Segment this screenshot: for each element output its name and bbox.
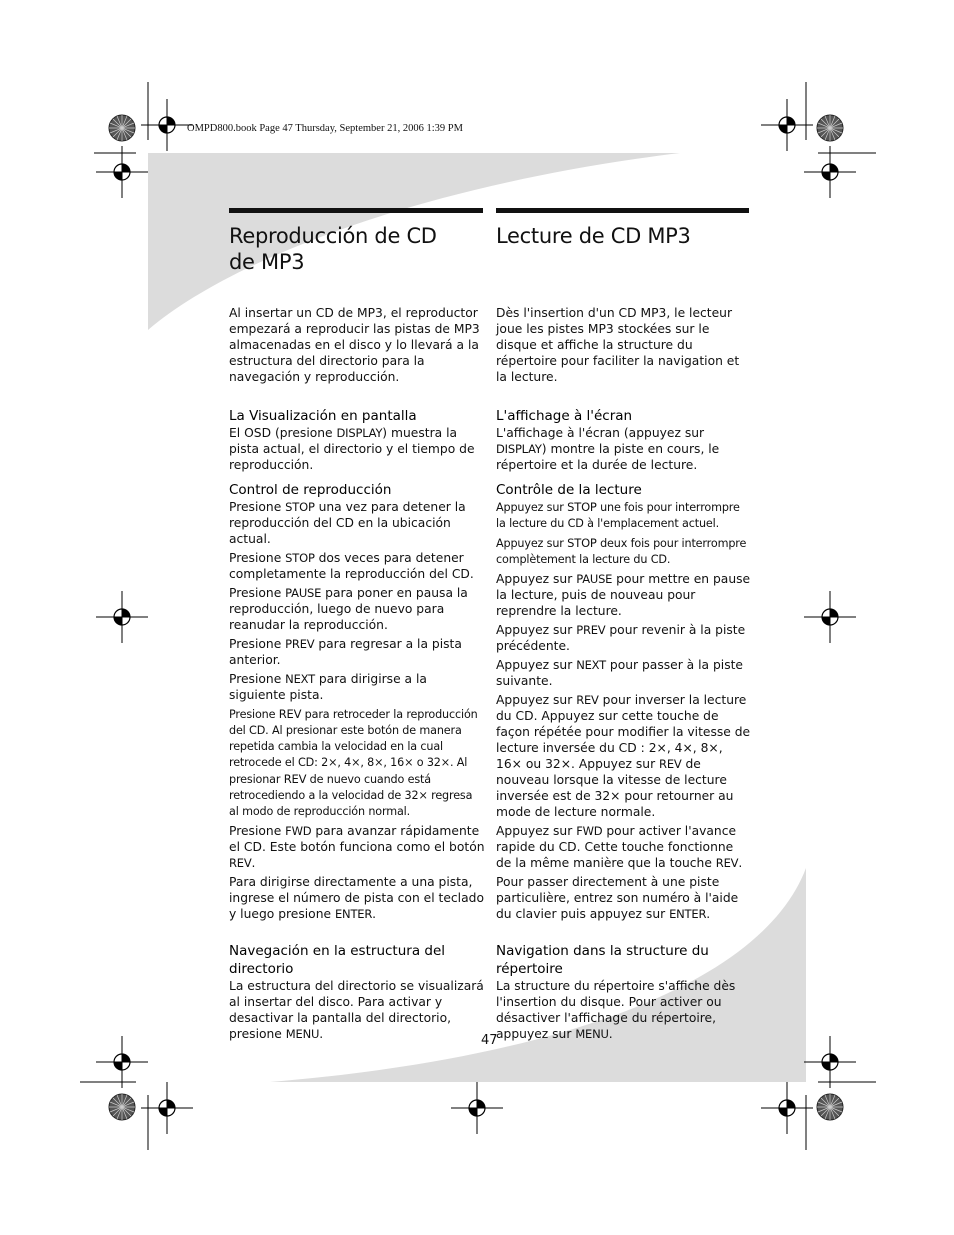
section-display (496, 407, 752, 473)
paragraph: Appuyez sur PAUSE pour mettre en pause la lecture, puis de nouveau pour reprendre la lecture. (496, 572, 751, 618)
paragraph: Appuyez sur STOP deux fois pour interrompre complètement la lecture du CD. (496, 536, 747, 566)
paragraph: Appuyez sur STOP une fois pour interrompre la lecture du CD à l'emplacement actuel. (496, 500, 740, 530)
section-heading: Navigation dans la structure du répertoire (496, 943, 709, 977)
paragraph: Appuyez sur PREV pour revenir à la piste précédente. (496, 623, 746, 653)
paragraph: Presione PREV para regresar a la pista anterior. (229, 637, 462, 667)
section-display (229, 407, 485, 473)
section-playback (496, 481, 752, 922)
paragraph: Appuyez sur REV pour inverser la lecture du CD. Appuyez sur cette touche de façon répétée pour modifier la vitesse de lecture inversée du CD : 2×, 4×, 8×, 16× ou 32×. Appuyez sur REV de nouveau lorsque la vitesse de lecture inversée est de 32× pour retourner au mode de lecture normale. (496, 693, 751, 819)
paragraph: Presione FWD para avanzar rápidamente el CD. Este botón funciona como el botón REV. (229, 824, 485, 870)
paragraph: Presione STOP una vez para detener la reproducción del CD en la ubicación actual. (229, 500, 466, 546)
page-title-fr: Lecture de CD MP3 (496, 224, 691, 248)
paragraph: La structure du répertoire s'affiche dès l'insertion du disque. Pour activer ou désactiver l'affichage du répertoire, appuyez sur MENU. (496, 979, 736, 1041)
page-title-es: Reproducción de CD de MP3 (229, 224, 437, 274)
paragraph: L'affichage à l'écran (appuyez sur DISPLAY) montre la piste en cours, le répertoire et la durée de lecture. (496, 426, 720, 472)
paragraph: Presione STOP dos veces para detener completamente la reproducción del CD. (229, 551, 474, 581)
section-heading: L'affichage à l'écran (496, 408, 633, 424)
intro-paragraph: Dès l'insertion d'un CD MP3, le lecteur joue les pistes MP3 stockées sur le disque et affiche la structure du répertoire pour faciliter la navigation et la lecture. (496, 306, 740, 384)
paragraph: Presione NEXT para dirigirse a la siguiente pista. (229, 672, 427, 702)
section-heading: Navegación en la estructura del directorio (229, 943, 446, 977)
paragraph: Pour passer directement à une piste particulière, entrez son numéro à l'aide du clavier puis appuyez sur ENTER. (496, 875, 739, 921)
section-heading: Contrôle de la lecture (496, 482, 642, 498)
title-rule (496, 208, 749, 213)
section-playback (229, 481, 485, 922)
paragraph: Presione REV para retroceder la reproducción del CD. Al presionar este botón de manera repetida cambia la velocidad en la cual retrocede el CD: 2×, 4×, 8×, 16× o 32×. Al presionar REV de nuevo cuando está retrocediendo a la velocidad de 32× regresa al modo de reproducción normal. (229, 707, 478, 818)
paragraph: Appuyez sur NEXT pour passer à la piste suivante. (496, 658, 743, 688)
paragraph: El OSD (presione DISPLAY) muestra la pista actual, el directorio y el tiempo de reproducción. (229, 426, 475, 472)
paragraph: Para dirigirse directamente a una pista, ingrese el número de pista con el teclado y luego presione ENTER. (229, 875, 484, 921)
page-number: 47 (481, 1033, 498, 1048)
section-heading: La Visualización en pantalla (229, 408, 417, 424)
file-stamp: OMPD800.book Page 47 Thursday, September 21, 2006 1:39 PM (187, 123, 463, 134)
spanish-column (229, 208, 485, 1045)
section-directory (229, 942, 485, 1042)
french-column (496, 208, 752, 1045)
paragraph: La estructura del directorio se visualizará al insertar del disco. Para activar y desactivar la pantalla del directorio, presione MENU. (229, 979, 484, 1041)
title-rule (229, 208, 483, 213)
paragraph: Appuyez sur FWD pour activer l'avance rapide du CD. Cette touche fonctionne de la même manière que la touche REV. (496, 824, 743, 870)
paragraph: Presione PAUSE para poner en pausa la reproducción, luego de nuevo para reanudar la reproducción. (229, 586, 468, 632)
section-directory (496, 942, 752, 1042)
section-heading: Control de reproducción (229, 482, 392, 498)
intro-paragraph: Al insertar un CD de MP3, el reproductor empezará a reproducir las pistas de MP3 almacenadas en el disco y lo llevará a la estructura del directorio para la navegación y reproducción. (229, 306, 480, 384)
